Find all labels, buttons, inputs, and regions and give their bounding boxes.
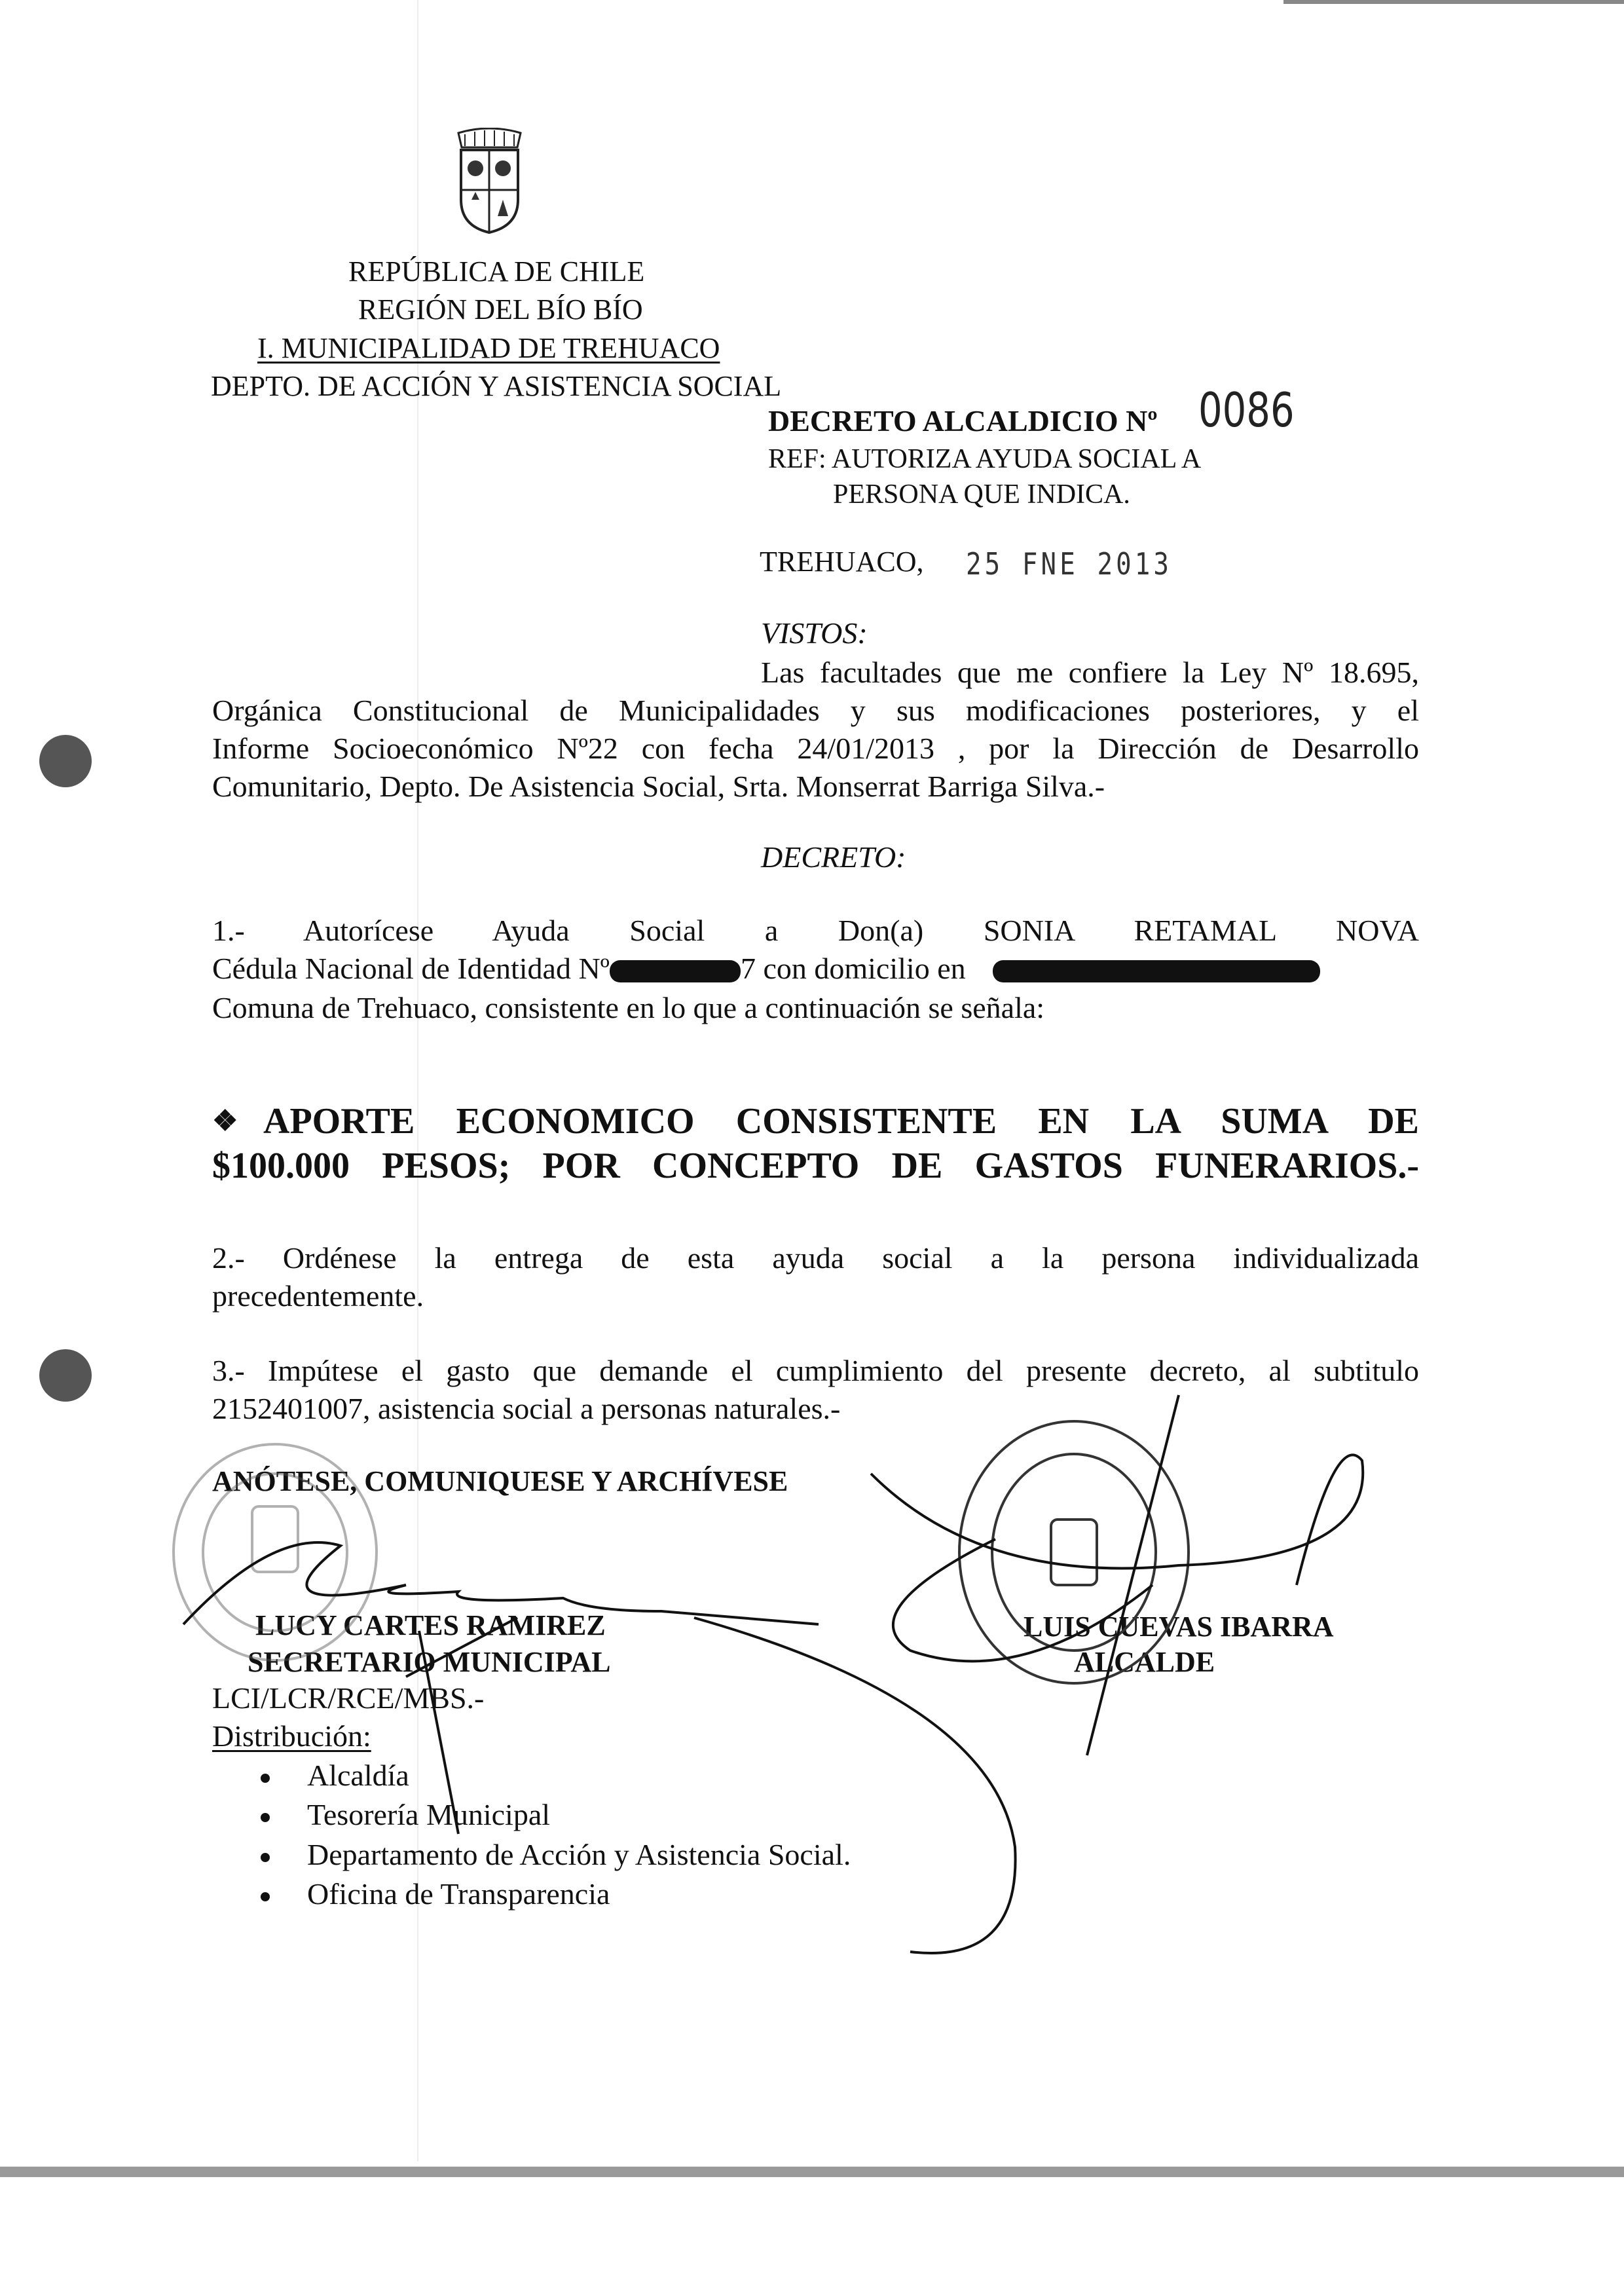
header-depto: DEPTO. DE ACCIÓN Y ASISTENCIA SOCIAL bbox=[211, 370, 782, 402]
vistos-line: Informe Socioeconómico Nº22 con fecha 24/01/2013 , por la Dirección de Desarrollo bbox=[212, 732, 1419, 765]
ref-line-2: PERSONA QUE INDICA. bbox=[833, 479, 1130, 510]
header-republica: REPÚBLICA DE CHILE bbox=[348, 255, 645, 288]
date-stamp: 25 FNE 2013 bbox=[966, 546, 1173, 582]
item2-line1: 2.- Ordénese la entrega de esta ayuda social a la persona individualizada bbox=[212, 1241, 1419, 1275]
mayor-title: ALCALDE bbox=[1074, 1646, 1215, 1678]
item2-line2: precedentemente. bbox=[212, 1279, 424, 1313]
item3-line2: 2152401007, asistencia social a personas naturales.- bbox=[212, 1392, 841, 1425]
ref-line-1: REF: AUTORIZA AYUDA SOCIAL A bbox=[768, 444, 1202, 474]
right-seal-icon bbox=[959, 1421, 1189, 1683]
bullet-icon bbox=[261, 1813, 270, 1822]
header-region: REGIÓN DEL BÍO BÍO bbox=[358, 293, 643, 326]
decree-number-handwritten: 0086 bbox=[1198, 382, 1295, 438]
redacted-address bbox=[993, 960, 1320, 982]
header-municipalidad: I. MUNICIPALIDAD DE TREHUACO bbox=[257, 332, 720, 364]
item1-line2 bbox=[212, 954, 1419, 984]
distribution-item: Tesorería Municipal bbox=[307, 1798, 551, 1831]
secretary-title: SECRETARIO MUNICIPAL bbox=[248, 1646, 611, 1678]
aporte-line1: APORTE ECONOMICO CONSISTENTE EN LA SUMA DE bbox=[263, 1101, 1419, 1142]
punch-hole-bottom bbox=[39, 1349, 92, 1402]
aporte-line2: $100.000 PESOS; POR CONCEPTO DE GASTOS FUNERARIOS.- bbox=[212, 1146, 1419, 1186]
vistos-line: Orgánica Constitucional de Municipalidades y sus modificaciones posteriores, y el bbox=[212, 694, 1419, 727]
scan-edge-top bbox=[1283, 0, 1624, 4]
distribution-item: Departamento de Acción y Asistencia Social. bbox=[307, 1838, 851, 1871]
bullet-icon bbox=[261, 1853, 270, 1862]
place: TREHUACO, bbox=[760, 546, 924, 578]
item1-line3: Comuna de Trehuaco, consistente en lo que a continuación se señala: bbox=[212, 991, 1045, 1024]
initials: LCI/LCR/RCE/MBS.- bbox=[212, 1681, 485, 1715]
item3-line1: 3.- Impútese el gasto que demande el cumplimiento del presente decreto, al subtitulo bbox=[212, 1354, 1419, 1387]
vistos-line: Las facultades que me confiere la Ley Nº 18.695, bbox=[761, 656, 1419, 689]
vistos-heading: VISTOS: bbox=[761, 616, 868, 650]
item1-line1: 1.- Autorícese Ayuda Social a Don(a) SONIA RETAMAL NOVA bbox=[212, 914, 1419, 947]
decreto-heading: DECRETO: bbox=[761, 840, 906, 874]
secretary-name: LUCY CARTES RAMIREZ bbox=[255, 1609, 606, 1641]
distribution-item: Oficina de Transparencia bbox=[307, 1877, 610, 1911]
id-label: Cédula Nacional de Identidad Nº bbox=[212, 952, 610, 985]
domicilio-label: 7 con domicilio en bbox=[740, 952, 966, 985]
distribution-heading: Distribución: bbox=[212, 1719, 371, 1753]
municipal-crest-icon bbox=[452, 128, 527, 236]
redacted-id bbox=[610, 960, 741, 982]
mayor-name: LUIS CUEVAS IBARRA bbox=[1024, 1611, 1334, 1643]
aporte-bullet-icon: ❖ bbox=[212, 1105, 238, 1137]
vistos-line: Comunitario, Depto. De Asistencia Social, Srta. Monserrat Barriga Silva.- bbox=[212, 770, 1105, 803]
punch-hole-top bbox=[39, 735, 92, 787]
distribution-item: Alcaldía bbox=[307, 1759, 409, 1792]
bullet-icon bbox=[261, 1774, 270, 1783]
scan-edge-bottom bbox=[0, 2167, 1624, 2177]
bullet-icon bbox=[261, 1892, 270, 1901]
anotese: ANÓTESE, COMUNIQUESE Y ARCHÍVESE bbox=[212, 1465, 788, 1497]
decree-title: DECRETO ALCALDICIO Nº bbox=[768, 404, 1158, 438]
